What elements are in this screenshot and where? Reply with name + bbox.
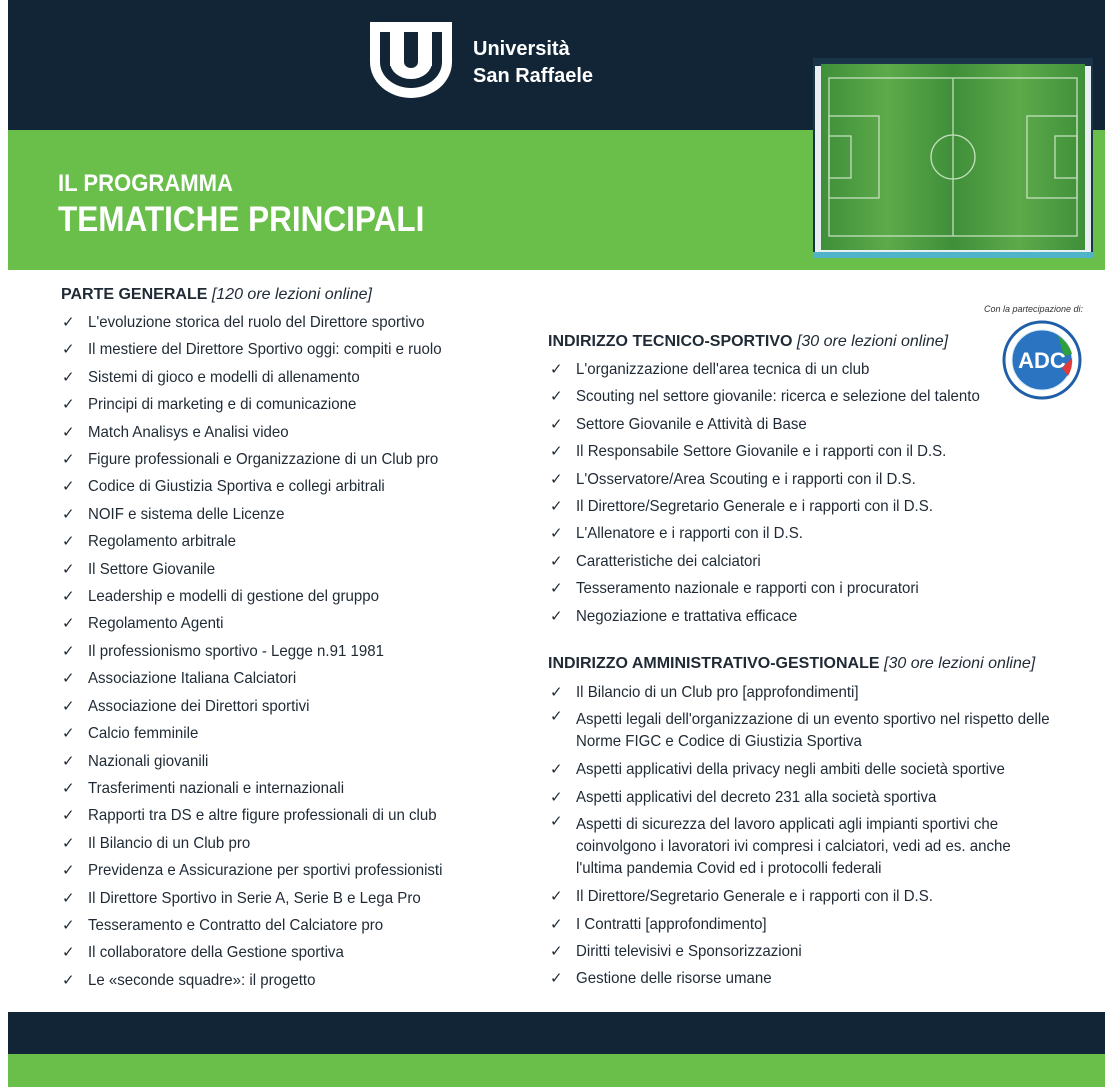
generale-item-text: Il Direttore Sportivo in Serie A, Serie B e Lega Pro [88, 889, 421, 907]
tecnico-heading [548, 333, 948, 351]
amministrativo-list-item [550, 784, 1090, 811]
page-title: TEMATICHE PRINCIPALI [58, 200, 425, 239]
generale-item-text: Leadership e modelli di gestione del gruppo [88, 588, 379, 606]
university-name-line2: San Raffaele [473, 65, 594, 87]
generale-item-text: Principi di marketing e di comunicazione [88, 396, 357, 414]
checkmark-icon: ✓ [550, 580, 563, 598]
generale-list-item [62, 583, 502, 610]
generale-item-text: Calcio femminile [88, 725, 199, 743]
checkmark-icon: ✓ [62, 451, 75, 469]
tecnico-hours: [30 ore lezioni online] [796, 333, 949, 350]
generale-item-text: Il Settore Giovanile [88, 560, 216, 578]
generale-item-text: Tesseramento e Contratto del Calciatore pro [88, 916, 384, 934]
footer-bar [8, 1012, 1105, 1054]
generale-item-text: Le «seconde squadre»: il progetto [88, 971, 316, 989]
generale-item-text: Associazione Italiana Calciatori [88, 670, 297, 688]
generale-item-text: Trasferimenti nazionali e internazionali [88, 779, 345, 797]
generale-item-text: Il collaboratore della Gestione sportiva [88, 944, 344, 962]
checkmark-icon: ✓ [550, 388, 563, 406]
checkmark-icon: ✓ [550, 888, 563, 906]
tecnico-item-text: Il Responsabile Settore Giovanile e i rapporti con il D.S. [576, 443, 947, 461]
generale-item-text: Associazione dei Direttori sportivi [88, 697, 310, 715]
university-name-line1: Università [473, 38, 570, 60]
generale-list-item [62, 364, 502, 391]
tecnico-item-text: L'Osservatore/Area Scouting e i rapporti con il D.S. [576, 470, 916, 488]
generale-list-item [62, 446, 502, 473]
checkmark-icon: ✓ [62, 834, 75, 852]
generale-list-item [62, 309, 502, 336]
generale-list-item [62, 501, 502, 528]
generale-list-item [62, 473, 502, 500]
generale-item-text: Match Analisys e Analisi video [88, 423, 289, 441]
tecnico-list-item [550, 438, 1090, 465]
generale-item-text: L'evoluzione storica del ruolo del Direttore sportivo [88, 314, 425, 331]
checkmark-icon: ✓ [62, 423, 75, 441]
tecnico-list-item [550, 356, 1090, 383]
checkmark-icon: ✓ [62, 971, 75, 989]
checkmark-icon: ✓ [550, 915, 563, 933]
checkmark-icon: ✓ [62, 505, 75, 523]
generale-hours: [120 ore lezioni online] [211, 286, 372, 303]
checkmark-icon: ✓ [550, 788, 563, 806]
section-subtitle: IL PROGRAMMA [58, 170, 234, 197]
amministrativo-list-item [550, 883, 1090, 910]
generale-list-item [62, 967, 502, 994]
generale-list-item [62, 939, 502, 966]
amministrativo-list-item [550, 679, 1090, 706]
checkmark-icon: ✓ [62, 533, 75, 551]
checkmark-icon: ✓ [62, 341, 75, 359]
amministrativo-item-text: Il Direttore/Segretario Generale e i rapporti con il D.S. [576, 888, 933, 906]
footer-green-stripe [8, 1054, 1105, 1087]
generale-list-item [62, 720, 502, 747]
amministrativo-heading-label: INDIRIZZO AMMINISTRATIVO-GESTIONALE [548, 655, 880, 672]
generale-item-text: Sistemi di gioco e modelli di allenamento [88, 368, 360, 386]
checkmark-icon: ✓ [550, 684, 563, 701]
generale-list-item [62, 748, 502, 775]
amministrativo-item-text: I Contratti [approfondimento] [576, 915, 767, 933]
checkmark-icon: ✓ [550, 498, 563, 516]
tecnico-item-text: Negoziazione e trattativa efficace [576, 607, 798, 625]
amministrativo-item-text: Gestione delle risorse umane [576, 970, 772, 988]
generale-item-text: Rapporti tra DS e altre figure professionali di un club [88, 807, 437, 825]
checkmark-icon: ✓ [62, 396, 75, 414]
checkmark-icon: ✓ [550, 525, 563, 543]
partner-label: Con la partecipazione di: [984, 304, 1084, 314]
amministrativo-item-text: Diritti televisivi e Sponsorizzazioni [576, 943, 802, 961]
checkmark-icon: ✓ [62, 779, 75, 797]
checkmark-icon: ✓ [550, 415, 563, 433]
amministrativo-item-text: Aspetti applicativi del decreto 231 alla società sportiva [576, 788, 937, 806]
tecnico-item-text: Il Direttore/Segretario Generale e i rapporti con il D.S. [576, 498, 933, 516]
checkmark-icon: ✓ [62, 642, 75, 660]
generale-list-item [62, 912, 502, 939]
amministrativo-list-item [550, 706, 1090, 756]
generale-list-item [62, 830, 502, 857]
generale-list-item [62, 528, 502, 555]
tecnico-list-item [550, 383, 1090, 410]
generale-item-text: Figure professionali e Organizzazione di un Club pro [88, 451, 439, 469]
amministrativo-list [550, 679, 1090, 993]
generale-item-text: Nazionali giovanili [88, 752, 209, 770]
generale-item-text: Previdenza e Assicurazione per sportivi professionisti [88, 862, 443, 880]
generale-heading-label: PARTE GENERALE [61, 286, 208, 303]
generale-list-item [62, 885, 502, 912]
tecnico-item-text: L'Allenatore e i rapporti con il D.S. [576, 525, 803, 543]
tecnico-item-text: L'organizzazione dell'area tecnica di un club [576, 361, 870, 378]
generale-list-item [62, 693, 502, 720]
generale-list-item [62, 857, 502, 884]
checkmark-icon: ✓ [62, 752, 75, 770]
checkmark-icon: ✓ [62, 889, 75, 907]
amministrativo-heading [548, 655, 1035, 673]
generale-heading [61, 286, 372, 304]
checkmark-icon: ✓ [62, 944, 75, 962]
partner-badge-text: ADC [1018, 348, 1066, 373]
checkmark-icon: ✓ [550, 970, 563, 988]
amministrativo-list-item [550, 938, 1090, 965]
tecnico-list-item [550, 466, 1090, 493]
checkmark-icon: ✓ [62, 725, 75, 743]
tecnico-list-item [550, 603, 1090, 630]
left-margin [0, 0, 8, 1087]
generale-list-item [62, 610, 502, 637]
checkmark-icon: ✓ [550, 470, 563, 488]
generale-list-item [62, 336, 502, 363]
generale-list [62, 309, 502, 994]
amministrativo-item-text: Aspetti applicativi della privacy negli ambiti delle società sportive [576, 761, 1005, 779]
generale-item-text: Regolamento arbitrale [88, 533, 236, 551]
amministrativo-item-text: Il Bilancio di un Club pro [approfondimenti] [576, 684, 859, 701]
checkmark-icon: ✓ [62, 670, 75, 688]
generale-list-item [62, 775, 502, 802]
generale-list-item [62, 556, 502, 583]
checkmark-icon: ✓ [62, 314, 75, 331]
open-book-football-pitch-icon [813, 58, 1093, 258]
checkmark-icon: ✓ [550, 607, 563, 625]
generale-item-text: Il Bilancio di un Club pro [88, 834, 251, 852]
generale-list-item [62, 419, 502, 446]
generale-list-item [62, 665, 502, 692]
checkmark-icon: ✓ [62, 560, 75, 578]
amministrativo-hours: [30 ore lezioni online] [884, 655, 1036, 672]
generale-item-text: Il mestiere del Direttore Sportivo oggi: compiti e ruolo [88, 341, 442, 359]
generale-item-text: Il professionismo sportivo - Legge n.91 1981 [88, 642, 384, 660]
amministrativo-list-item [550, 756, 1090, 783]
checkmark-icon: ✓ [62, 862, 75, 880]
generale-list-item [62, 391, 502, 418]
checkmark-icon: ✓ [550, 761, 563, 779]
checkmark-icon: ✓ [62, 615, 75, 633]
checkmark-icon: ✓ [550, 443, 563, 461]
checkmark-icon: ✓ [62, 588, 75, 606]
generale-list-item [62, 638, 502, 665]
tecnico-item-text: Scouting nel settore giovanile: ricerca e selezione del talento [576, 388, 980, 406]
checkmark-icon: ✓ [550, 813, 563, 831]
tecnico-list [550, 356, 1090, 630]
tecnico-item-text: Settore Giovanile e Attività di Base [576, 415, 807, 433]
amministrativo-list-item [550, 911, 1090, 938]
tecnico-item-text: Tesseramento nazionale e rapporti con i procuratori [576, 580, 919, 598]
checkmark-icon: ✓ [550, 708, 563, 726]
tecnico-heading-label: INDIRIZZO TECNICO-SPORTIVO [548, 333, 793, 350]
checkmark-icon: ✓ [62, 807, 75, 825]
tecnico-item-text: Caratteristiche dei calciatori [576, 552, 761, 570]
checkmark-icon: ✓ [62, 478, 75, 496]
amministrativo-list-item [550, 965, 1090, 992]
generale-item-text: NOIF e sistema delle Licenze [88, 505, 285, 523]
amministrativo-item-text: Aspetti legali dell'organizzazione di un evento sportivo nel rispetto delle Norme FIGC e Codice di Giustizia Sportiva [576, 711, 1050, 751]
tecnico-list-item [550, 493, 1090, 520]
checkmark-icon: ✓ [550, 943, 563, 961]
checkmark-icon: ✓ [550, 361, 563, 378]
university-logo-icon [370, 22, 452, 98]
checkmark-icon: ✓ [62, 697, 75, 715]
generale-item-text: Regolamento Agenti [88, 615, 224, 633]
generale-item-text: Codice di Giustizia Sportiva e collegi arbitrali [88, 478, 385, 496]
generale-list-item [62, 802, 502, 829]
tecnico-list-item [550, 520, 1090, 547]
tecnico-list-item [550, 411, 1090, 438]
checkmark-icon: ✓ [62, 916, 75, 934]
tecnico-list-item [550, 575, 1090, 602]
university-name [473, 36, 593, 90]
amministrativo-item-text: Aspetti di sicurezza del lavoro applicati agli impianti sportivi che coinvolgono i lavoratori ivi compresi i calciatori, vedi ad es. anche l'ultima pandemia Covid ed i protocolli federali [576, 816, 1011, 878]
checkmark-icon: ✓ [62, 368, 75, 386]
amministrativo-list-item [550, 811, 1090, 883]
tecnico-list-item [550, 548, 1090, 575]
checkmark-icon: ✓ [550, 552, 563, 570]
